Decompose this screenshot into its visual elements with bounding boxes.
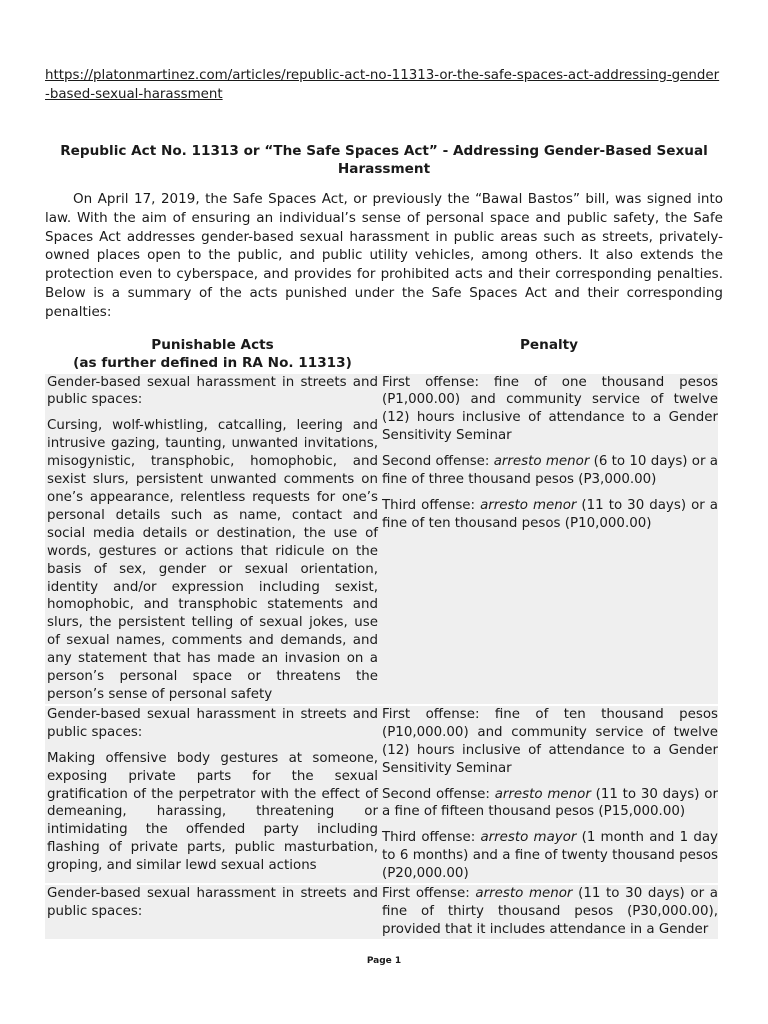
penalty-text: (6 to 10 days) or a fine of three thousand pesos (P3,000.00) bbox=[382, 454, 718, 488]
table-header bbox=[45, 336, 723, 373]
penalty-first-offense bbox=[382, 885, 718, 939]
header-acts-line2: (as further defined in RA No. 11313) bbox=[73, 355, 352, 372]
penalty-term: arresto mayor bbox=[480, 830, 577, 846]
header-penalty: Penalty bbox=[519, 336, 579, 353]
table-row bbox=[45, 705, 718, 884]
source-url-link[interactable]: https://platonmartinez.com/articles/republic-act-no-11313-or-the-safe-spaces-act-addressing-gender-based-sexual-harassment bbox=[45, 68, 720, 102]
penalty-text: (11 to 30 days) or a fine of ten thousand pesos (P10,000.00) bbox=[382, 498, 718, 531]
act-heading: Gender-based sexual harassment in streets and public spaces: bbox=[47, 706, 378, 740]
penalty-term: arresto menor bbox=[494, 786, 591, 802]
document-page bbox=[45, 66, 723, 939]
penalty-label: Second offense: bbox=[382, 786, 495, 802]
penalty-text: (11 to 30 days) or a fine of thirty thousand pesos (P30,000.00), provided that it includes attendance in a Gender bbox=[382, 886, 718, 937]
penalty-term: arresto menor bbox=[480, 498, 577, 514]
act-cell bbox=[45, 884, 380, 939]
act-heading: Gender-based sexual harassment in streets and public spaces: bbox=[47, 374, 378, 408]
act-detail: Making offensive body gestures at someone, exposing private parts for the sexual gratification of the perpetrator with the effect of demeaning, harassing, threatening or intimidating the offended party including flashing of private parts, public masturbation, groping, and similar lewd sexual actions bbox=[47, 750, 378, 874]
act-detail: Cursing, wolf-whistling, catcalling, leering and intrusive gazing, taunting, unwanted invitations, misogynistic, transphobic, homophobic, and sexist slurs, persistent unwanted comments on one’s appearance, relentless requests for one’s personal details such as name, contact and social media details or destination, the use of words, gestures or actions that ridicule on the basis of sex, gender or sexual orientation, identity and/or expression including sexist, homophobic, and transphobic statements and slurs, the persistent telling of sexual jokes, use of sexual names, comments and demands, and any statement that has made an invasion on a person’s personal space or threatens the person’s sense of personal safety bbox=[47, 418, 378, 702]
document-title: Republic Act No. 11313 or “The Safe Spaces Act” - Addressing Gender-Based Sexual Harassment bbox=[60, 143, 708, 177]
act-heading: Gender-based sexual harassment in streets and public spaces: bbox=[47, 886, 378, 919]
header-acts-line1: Punishable Acts bbox=[151, 336, 274, 353]
penalty-label: First offense: bbox=[382, 886, 476, 902]
penalties-table bbox=[45, 374, 718, 939]
act-cell bbox=[45, 374, 380, 705]
penalty-first-offense: First offense: fine of one thousand pesos (P1,000.00) and community service of twelve (12) hours inclusive of attendance to a Gender Sensitivity Seminar bbox=[382, 374, 718, 444]
intro-paragraph: On April 17, 2019, the Safe Spaces Act, or previously the “Bawal Bastos” bill, was signed into law. With the aim of ensuring an individual’s sense of personal space and public safety, the Safe Spaces Act addresses gender-based sexual harassment in public areas such as streets, privately-owned places open to the public, and public utility vehicles, among others. It also extends the protection even to cyberspace, and provides for prohibited acts and their corresponding penalties. Below is a summary of the acts punished under the Safe Spaces Act and their corresponding penalties: bbox=[45, 191, 723, 320]
penalty-third-offense bbox=[382, 829, 718, 883]
penalty-second-offense bbox=[382, 453, 718, 489]
table-row bbox=[45, 374, 718, 705]
penalty-term: arresto menor bbox=[475, 886, 573, 902]
act-cell bbox=[45, 705, 380, 884]
penalty-third-offense bbox=[382, 497, 718, 533]
penalty-first-offense: First offense: fine of ten thousand pesos (P10,000.00) and community service of twelve (12) hours inclusive of attendance to a Gender Sensitivity Seminar bbox=[382, 706, 718, 776]
header-punishable-acts bbox=[45, 336, 380, 373]
page-number: Page 1 bbox=[366, 956, 402, 966]
penalty-label: Second offense: bbox=[382, 454, 494, 470]
penalty-label: Third offense: bbox=[382, 498, 481, 514]
penalty-cell bbox=[380, 705, 718, 884]
penalty-text: (1 month and 1 day to 6 months) and a fine of twenty thousand pesos (P20,000.00) bbox=[382, 830, 718, 882]
penalty-term: arresto menor bbox=[493, 454, 590, 470]
penalty-cell bbox=[380, 374, 718, 705]
penalty-text: (11 to 30 days) or a fine of fifteen thousand pesos (P15,000.00) bbox=[382, 786, 718, 820]
penalty-label: Third offense: bbox=[382, 830, 481, 846]
table-row bbox=[45, 884, 718, 939]
penalty-second-offense bbox=[382, 786, 718, 822]
penalty-cell bbox=[380, 884, 718, 939]
